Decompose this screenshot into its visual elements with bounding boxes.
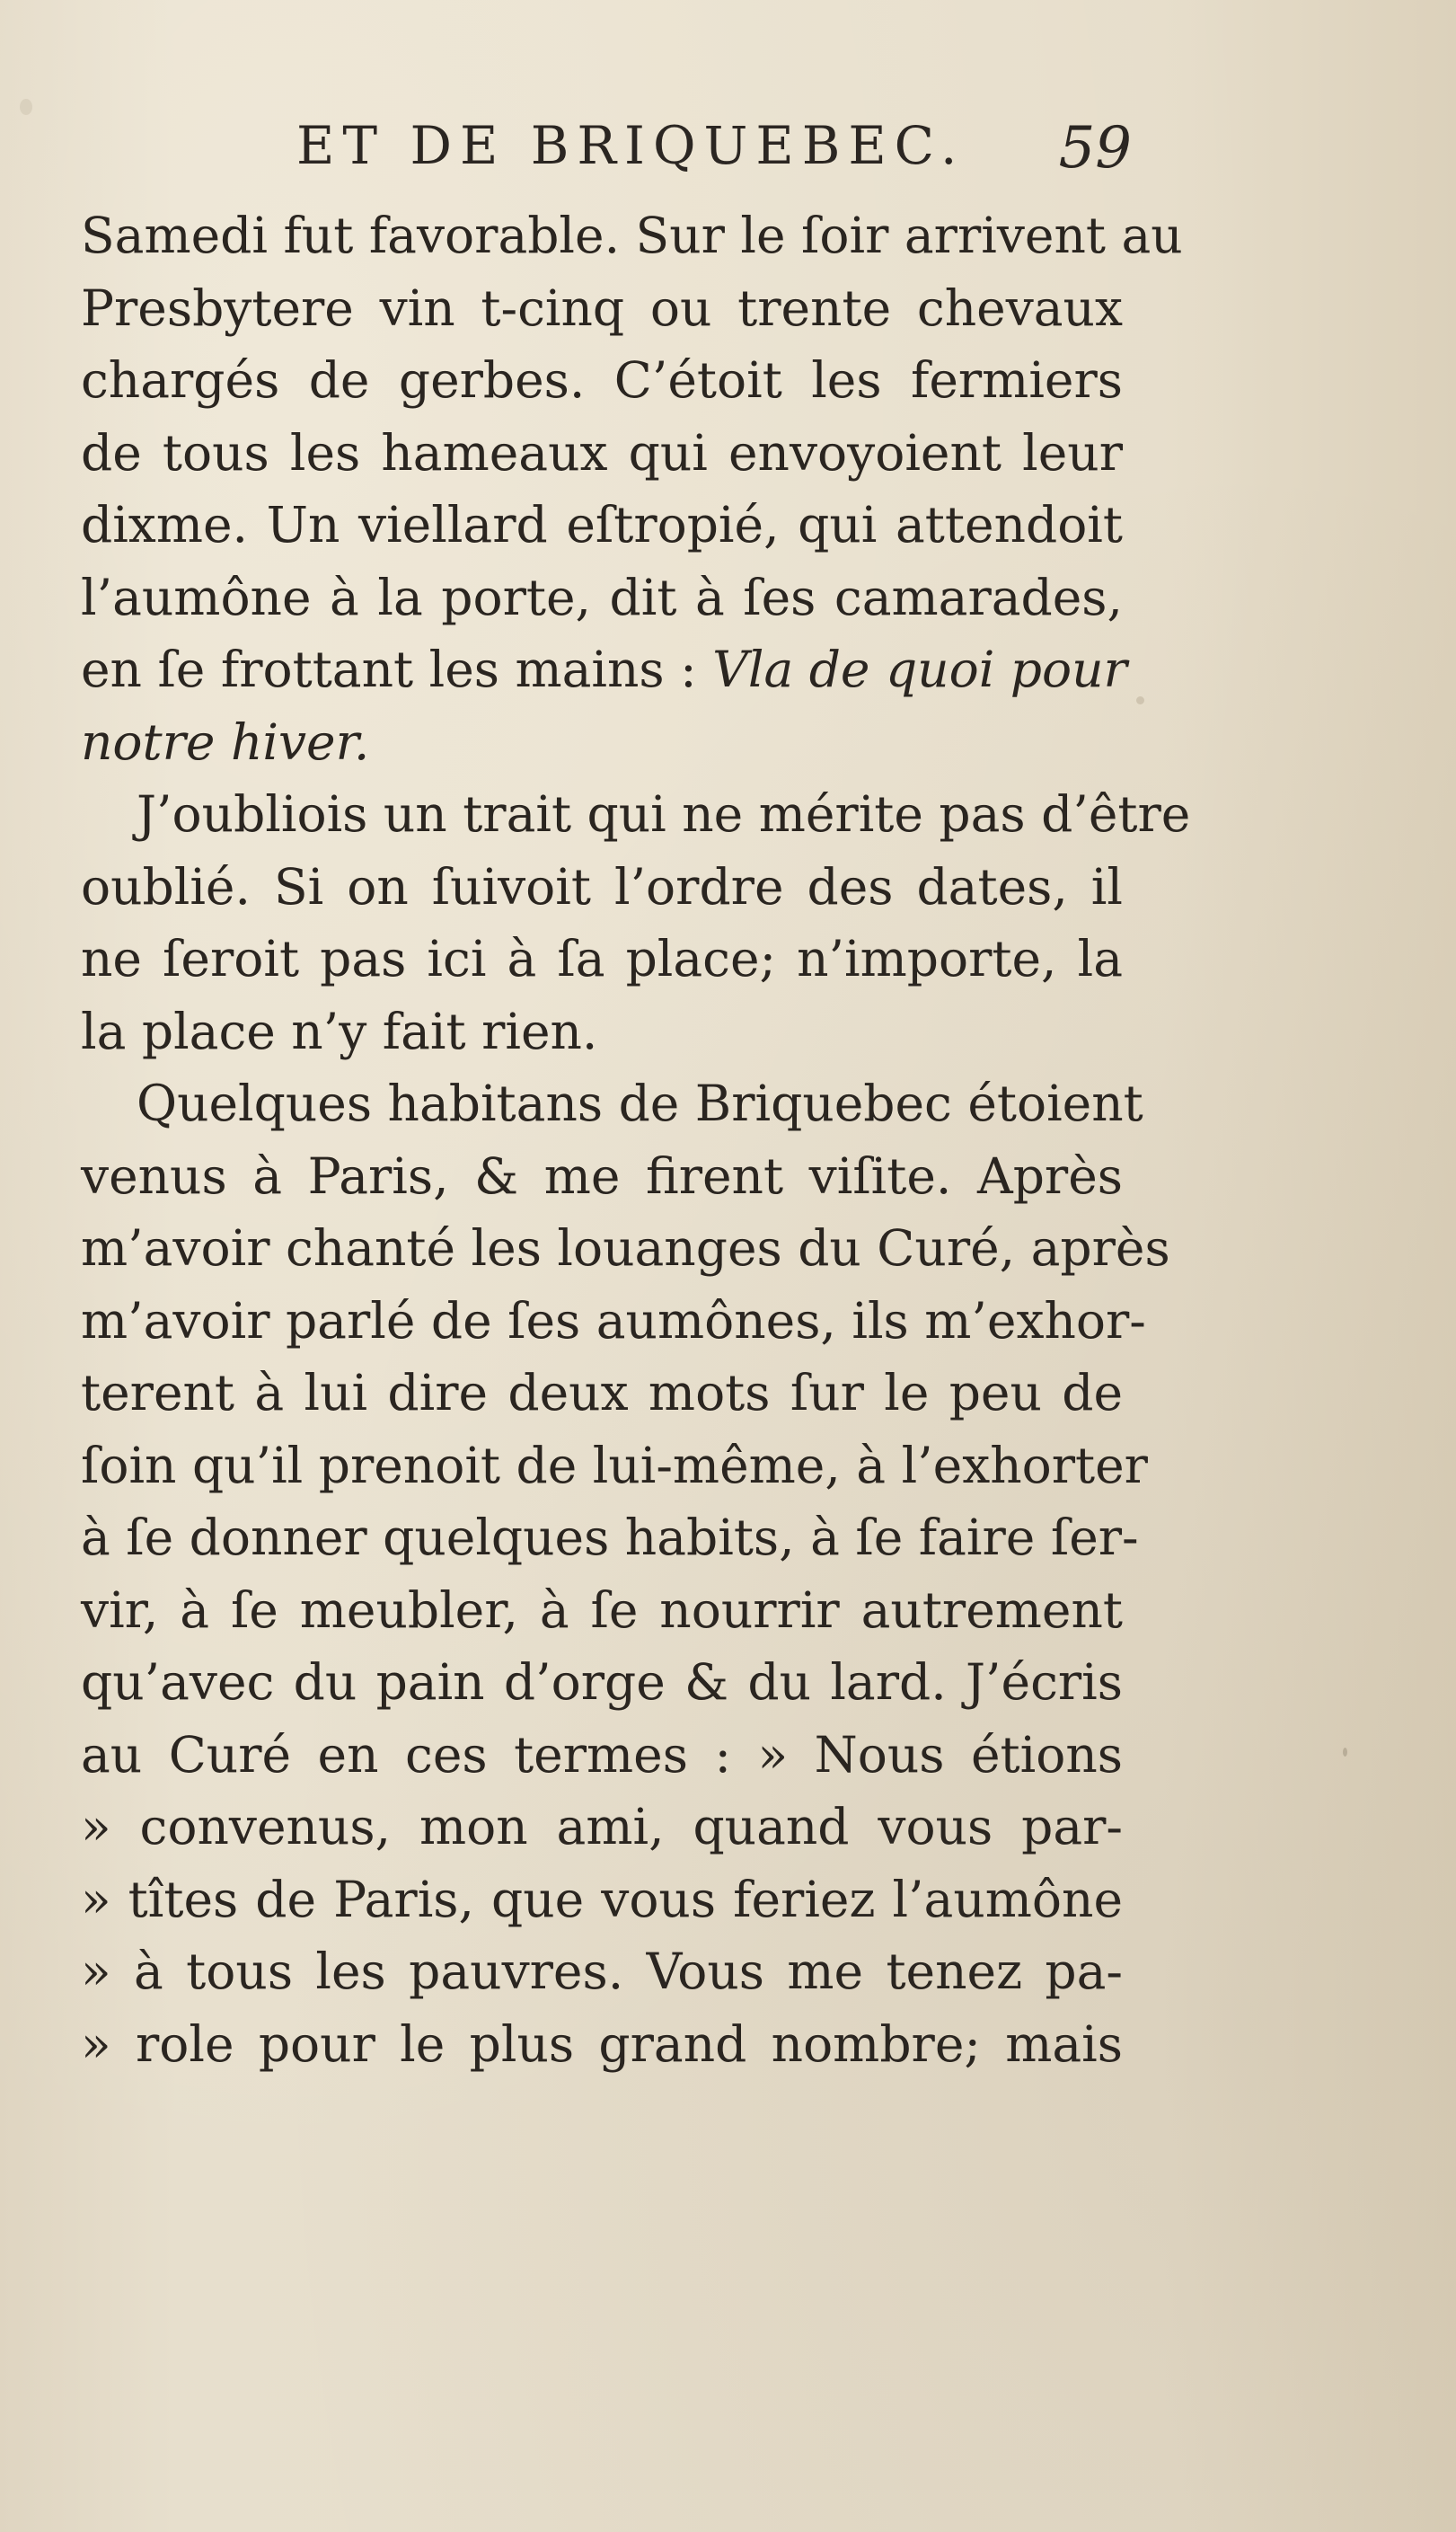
italic-quote: Vla de quoi pour: [712, 641, 1127, 698]
body-text: [81, 199, 1191, 2080]
italic-quote: notre hiver.: [81, 713, 370, 771]
foxing-spot: [20, 99, 32, 115]
text-line: chargés de gerbes. C’étoit les fermiers: [81, 351, 1123, 409]
text-line: vir, à ſe meubler, à ſe nourrir autrement: [81, 1580, 1123, 1639]
text-line: de tous les hameaux qui envoyoient leur: [81, 423, 1123, 482]
text-line: oublié. Si on ſuivoit l’ordre des dates, il: [81, 857, 1123, 916]
running-head: ET DE BRIQUEBEC.: [296, 115, 966, 176]
text-line: en ſe frottant les mains : Vla de quoi pour: [81, 641, 1127, 698]
text-line: dixme. Un viellard eſtropié, qui attendoit: [81, 496, 1123, 553]
text-line: Quelques habitans de Briquebec étoient: [137, 1075, 1143, 1132]
text-line: venus à Paris, & me firent viſite. Après: [81, 1146, 1123, 1205]
text-line: J’oubliois un trait qui ne mérite pas d’être: [137, 785, 1191, 843]
text-line: Presbytere vin t-cinq ou trente chevaux: [81, 279, 1123, 337]
text-line: » role pour le plus grand nombre; mais: [81, 2014, 1123, 2073]
page-number: 59: [1058, 115, 1132, 181]
text-line: au Curé en ces termes : » Nous étions: [81, 1725, 1123, 1784]
text-line: [81, 706, 1123, 779]
text-line: » convenus, mon ami, quand vous par-: [81, 1798, 1123, 1855]
text-line: ſoin qu’il prenoit de lui-même, à l’exhorter: [81, 1436, 1148, 1494]
page-header: [296, 115, 1132, 187]
text-line: la place n’y fait rien.: [81, 1002, 598, 1060]
text-line: Samedi fut favorable. Sur le ſoir arrivent au: [81, 207, 1183, 264]
text-line: m’avoir parlé de ſes aumônes, ils m’exhor-: [81, 1291, 1146, 1350]
text-line: l’aumône à la porte, dit à ſes camarades,: [81, 568, 1123, 626]
text-line: » à tous les pauvres. Vous me tenez pa-: [81, 1943, 1123, 2000]
foxing-spot: [1343, 1748, 1347, 1757]
text-line: terent à lui dire deux mots ſur le peu de: [81, 1364, 1123, 1421]
text-line: à ſe donner quelques habits, à ſe faire ſer-: [81, 1509, 1139, 1566]
text-line: qu’avec du pain d’orge & du lard. J’écris: [81, 1653, 1123, 1711]
text-line: ne ſeroit pas ici à ſa place; n’importe, la: [81, 930, 1123, 987]
foxing-spot: [1136, 696, 1144, 704]
text-line: m’avoir chanté les louanges du Curé, après: [81, 1219, 1170, 1277]
text-line: » tîtes de Paris, que vous feriez l’aumône: [81, 1870, 1123, 1928]
